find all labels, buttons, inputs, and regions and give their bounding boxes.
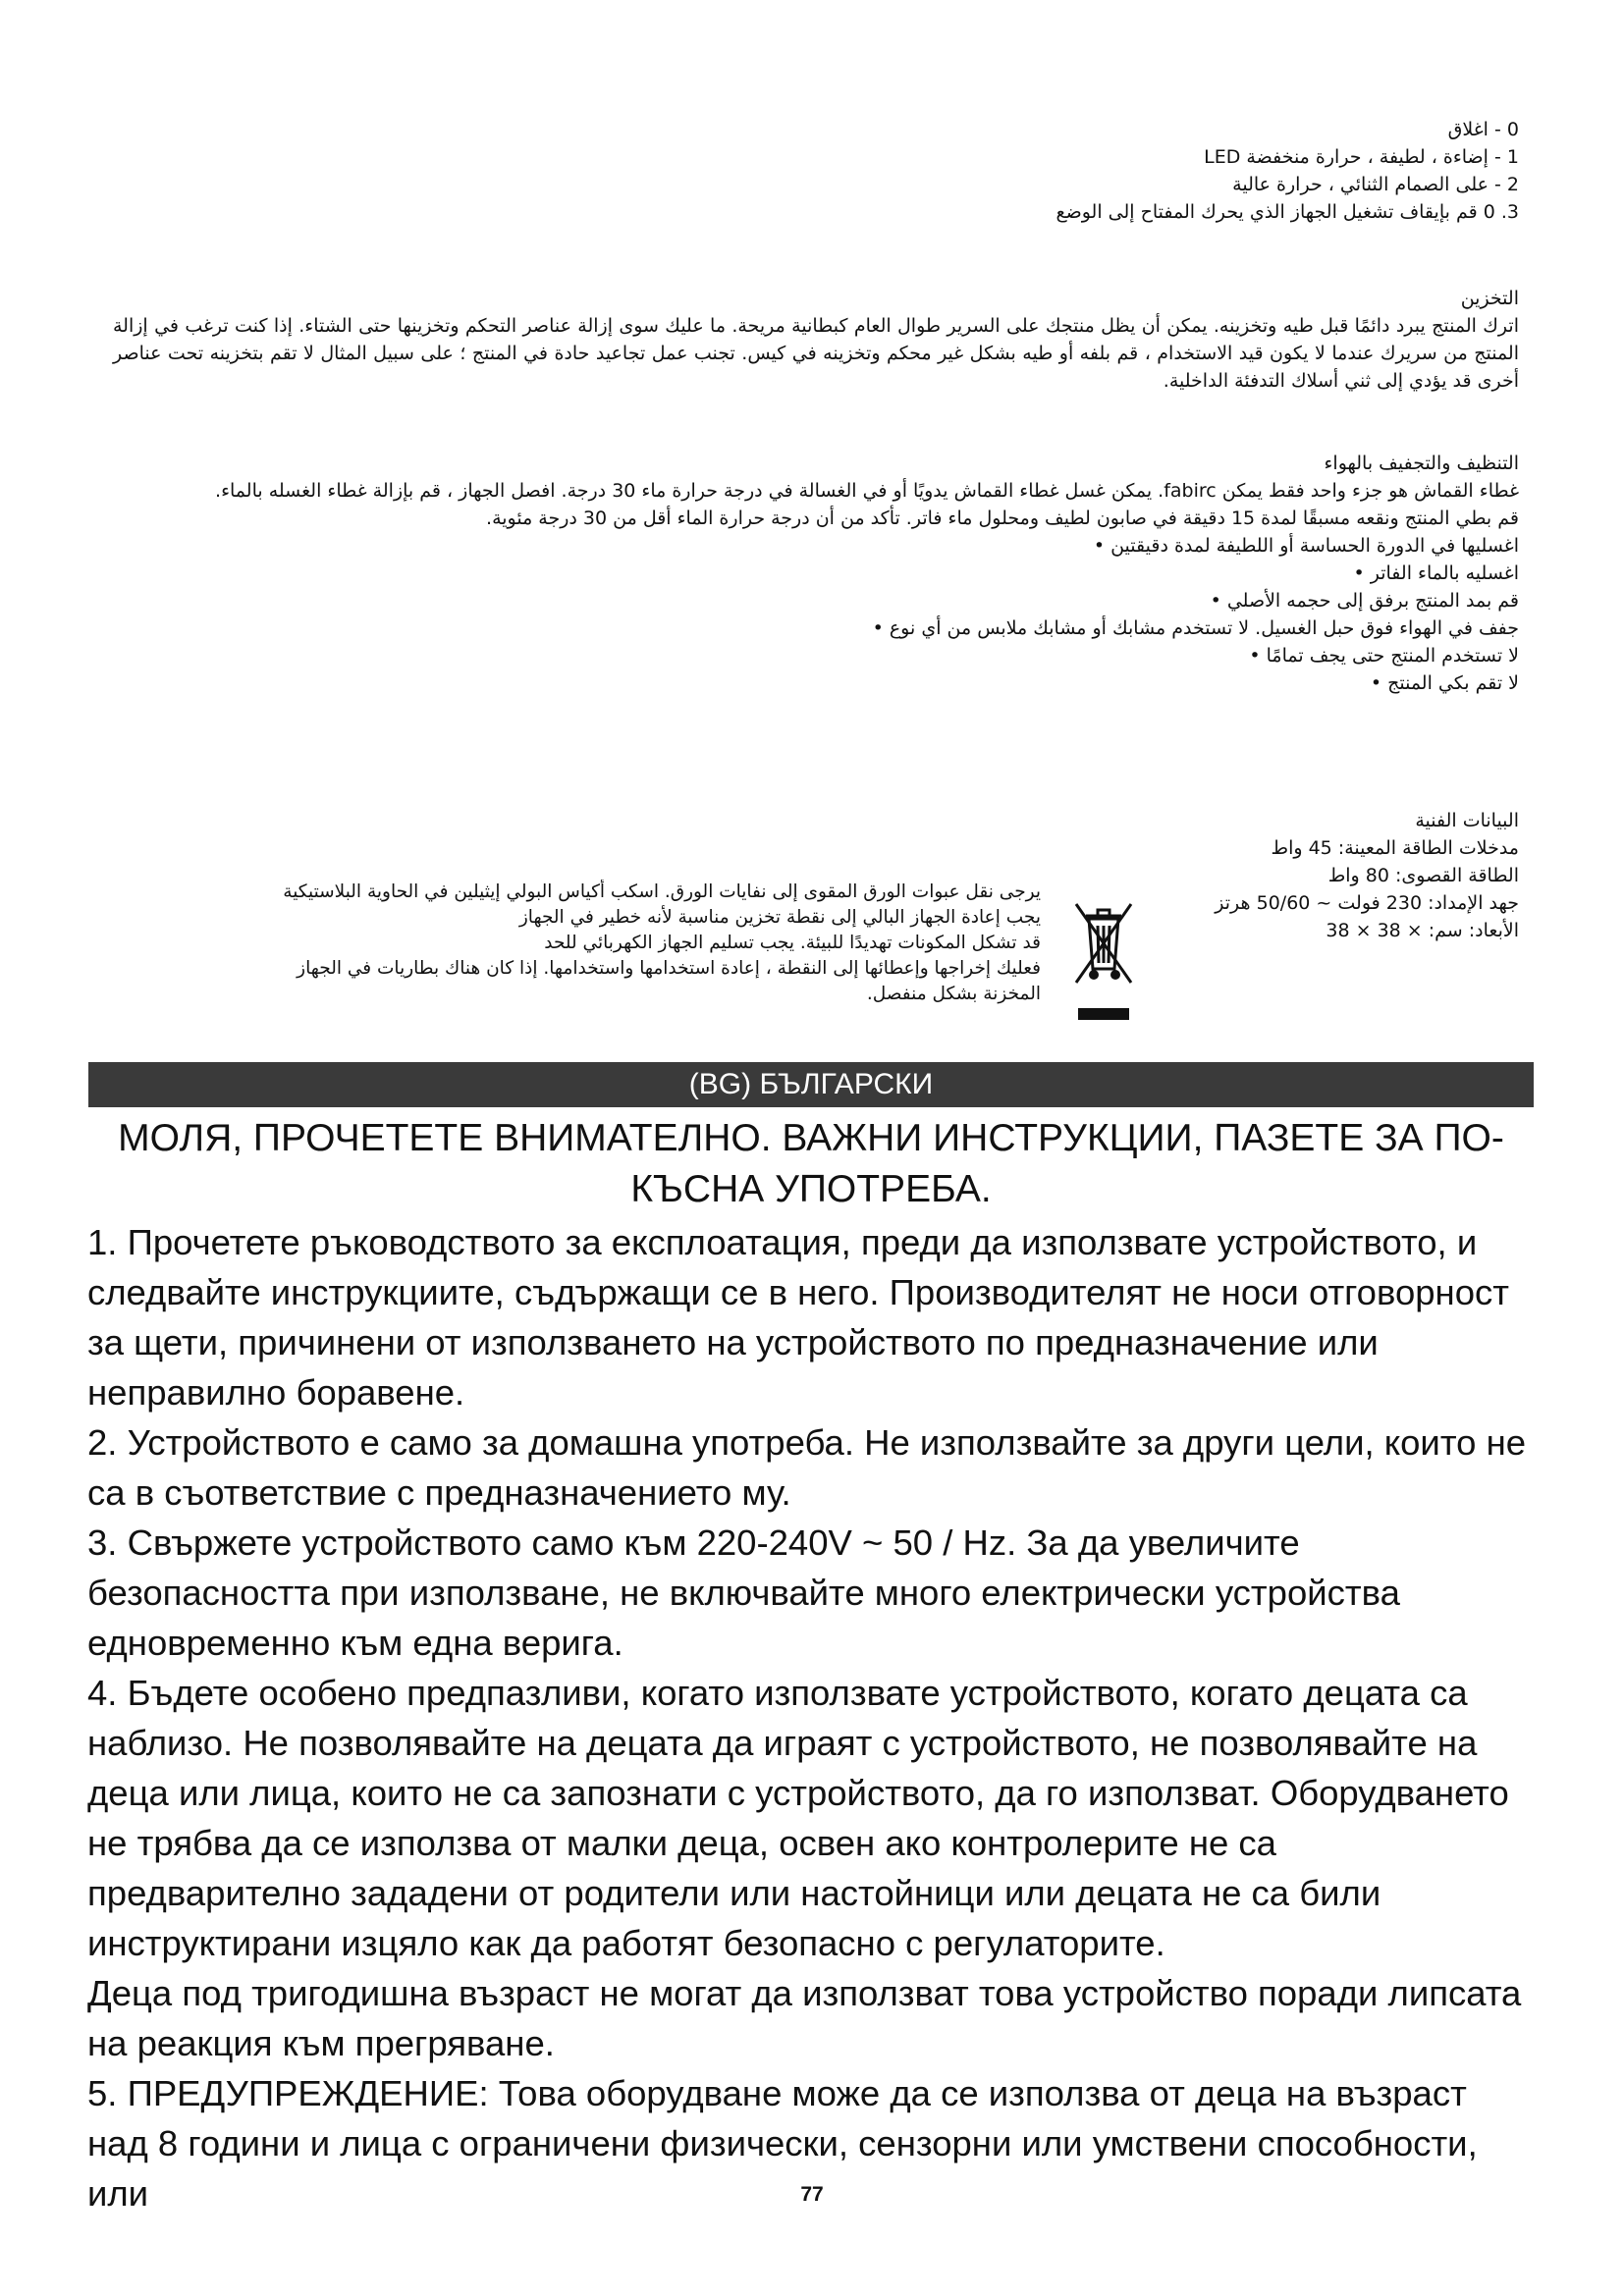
technical-line: الطاقة القصوى: 80 واط <box>1327 865 1519 886</box>
cleaning-step: اغسليها في الدورة الحساسة أو اللطيفة لمدة دقيقتين • <box>1093 535 1519 557</box>
cleaning-step: لا تقم بكي المنتج • <box>1370 672 1519 694</box>
recycling-line: المخزنة بشكل منفصل. <box>866 984 1041 1004</box>
recycling-line: يجب إعادة الجهاز البالي إلى نقطة تخزين مناسبة لأنه خطير في الجهاز <box>518 907 1041 928</box>
cleaning-step: جفف في الهواء فوق حبل الغسيل. لا تستخدم مشابك أو مشابك ملابس من أي نوع • <box>872 617 1519 639</box>
storage-title: التخزين <box>1460 288 1519 309</box>
cleaning-text: غطاء القماش هو جزء واحد فقط يمكن fabirc. يمكن غسل غطاء القماش يدويًا أو في الغسالة في درجة حرارة ماء 30 درجة. افصل الجهاز ، قم بإزالة غطاء الغسله بالماء. <box>215 480 1519 502</box>
cleaning-step: اغسليه بالماء الفاتر • <box>1353 562 1519 584</box>
technical-line: مدخلات الطاقة المعينة: 45 واط <box>1271 837 1519 859</box>
instructions-body <box>87 1217 1536 2218</box>
instruction-paragraph: 5. ПРЕДУПРЕЖДЕНИЕ: Това оборудване може да се използва от деца на възраст над 8 години и лица с ограничени физически, сензорни или умствени способности, или <box>87 2073 1478 2214</box>
cleaning-section <box>113 450 1519 697</box>
technical-line: جهد الإمداد: 230 فولت ~ 50/60 هرتز <box>1215 892 1519 914</box>
modes-list <box>113 116 1519 226</box>
mode-line: 0 - اغلاق <box>1447 119 1519 140</box>
instruction-paragraph: 4. Бъдете особено предпазливи, когато използвате устройството, когато децата са наблизо. Не позволявайте на децата да играят с устройството, не позволявайте на деца или лица, които не са запознати с устройството, да го използват. Оборудването не трябва да се използва от малки деца, освен ако контролерите не са предварително зададени от родители или настойници или децата не са били инструктирани изцяло как да работят безопасно с регулаторите. <box>87 1673 1509 1963</box>
instruction-paragraph: 3. Свържете устройството само към 220-240V ~ 50 / Hz. За да увеличите безопасността при използване, не включвайте много електрически устройства едновременно към една верига. <box>87 1522 1400 1663</box>
cleaning-step: قم بطي المنتج ونقعه مسبقًا لمدة 15 دقيقة في صابون لطيف ومحلول ماء فاتر. تأكد من أن درجة حرارة الماء أقل من 30 درجة مئوية. <box>486 507 1519 529</box>
recycling-line: قد تشكل المكونات تهديدًا للبيئة. يجب تسليم الجهاز الكهربائي للحد <box>544 933 1041 953</box>
storage-section <box>113 285 1519 395</box>
language-banner: (BG) БЪЛГАРСКИ <box>88 1062 1534 1107</box>
section-heading: МОЛЯ, ПРОЧЕТЕТЕ ВНИМАТЕЛНО. ВАЖНИ ИНСТРУКЦИИ, ПАЗЕТЕ ЗА ПО-КЪСНА УПОТРЕБА. <box>118 1117 1504 1210</box>
technical-line: الأبعاد: سم: × 38 × 38 <box>1326 920 1519 941</box>
mode-line: 1 - إضاءة ، لطيفة ، حرارة منخفضة LED <box>1204 146 1519 168</box>
technical-section <box>1159 807 1519 944</box>
technical-title: البيانات الفنية <box>1415 810 1519 831</box>
instruction-paragraph: Деца под тригодишна възраст не могат да използват това устройство поради липсата на реакция към прегряване. <box>87 1973 1522 2063</box>
weee-bin-icon <box>1072 888 1135 1026</box>
storage-text: اترك المنتج يبرد دائمًا قبل طيه وتخزينه. يمكن أن يظل منتجك على السرير طوال العام كبطانية مريحة. ما عليك سوى إزالة عناصر التحكم وتخزينها حتى الشتاء. إذا كنت ترغب في إزالة المنتج من سريرك عندما لا يكون قيد الاستخدام ، قم بلفه أو طيه بشكل غير محكم وتخزينه في كيس. تجنب عمل تجاعيد حادة في المنتج ؛ على سبيل المثال لا تقم بتخزينه تحت عناصر أخرى قد يؤدي إلى ثني أسلاك التدفئة الداخلية. <box>113 315 1519 392</box>
recycling-section <box>108 880 1041 1007</box>
cleaning-title: التنظيف والتجفيف بالهواء <box>1324 453 1519 474</box>
mode-line: 3. 0 قم بإيقاف تشغيل الجهاز الذي يحرك المفتاح إلى الوضع <box>1056 201 1519 223</box>
recycling-line: يرجى نقل عبوات الورق المقوى إلى نفايات الورق. اسكب أكياس البولي إيثيلين في الحاوية البلاستيكية <box>283 881 1041 902</box>
mode-line: 2 - على الصمام الثنائي ، حرارة عالية <box>1232 174 1519 195</box>
page-number: 77 <box>800 2183 824 2206</box>
cleaning-step: قم بمد المنتج برفق إلى حجمه الأصلي • <box>1210 590 1519 612</box>
recycling-line: فعليك إخراجها وإعطائها إلى النقطة ، إعادة استخدامها واستخدامها. إذا كان هناك بطاريات في الجهاز <box>297 958 1041 979</box>
cleaning-step: لا تستخدم المنتج حتى يجف تمامًا • <box>1249 645 1519 667</box>
instruction-paragraph: 1. Прочетете ръководството за експлоатация, преди да използвате устройството, и следвайте инструкциите, съдържащи се в него. Производителят не носи отговорност за щети, причинени от използването на устройството по предназначение или неправилно боравене. <box>87 1222 1509 1413</box>
instruction-paragraph: 2. Устройството е само за домашна употреба. Не използвайте за други цели, които не са в съответствие с предназначението му. <box>87 1422 1527 1513</box>
